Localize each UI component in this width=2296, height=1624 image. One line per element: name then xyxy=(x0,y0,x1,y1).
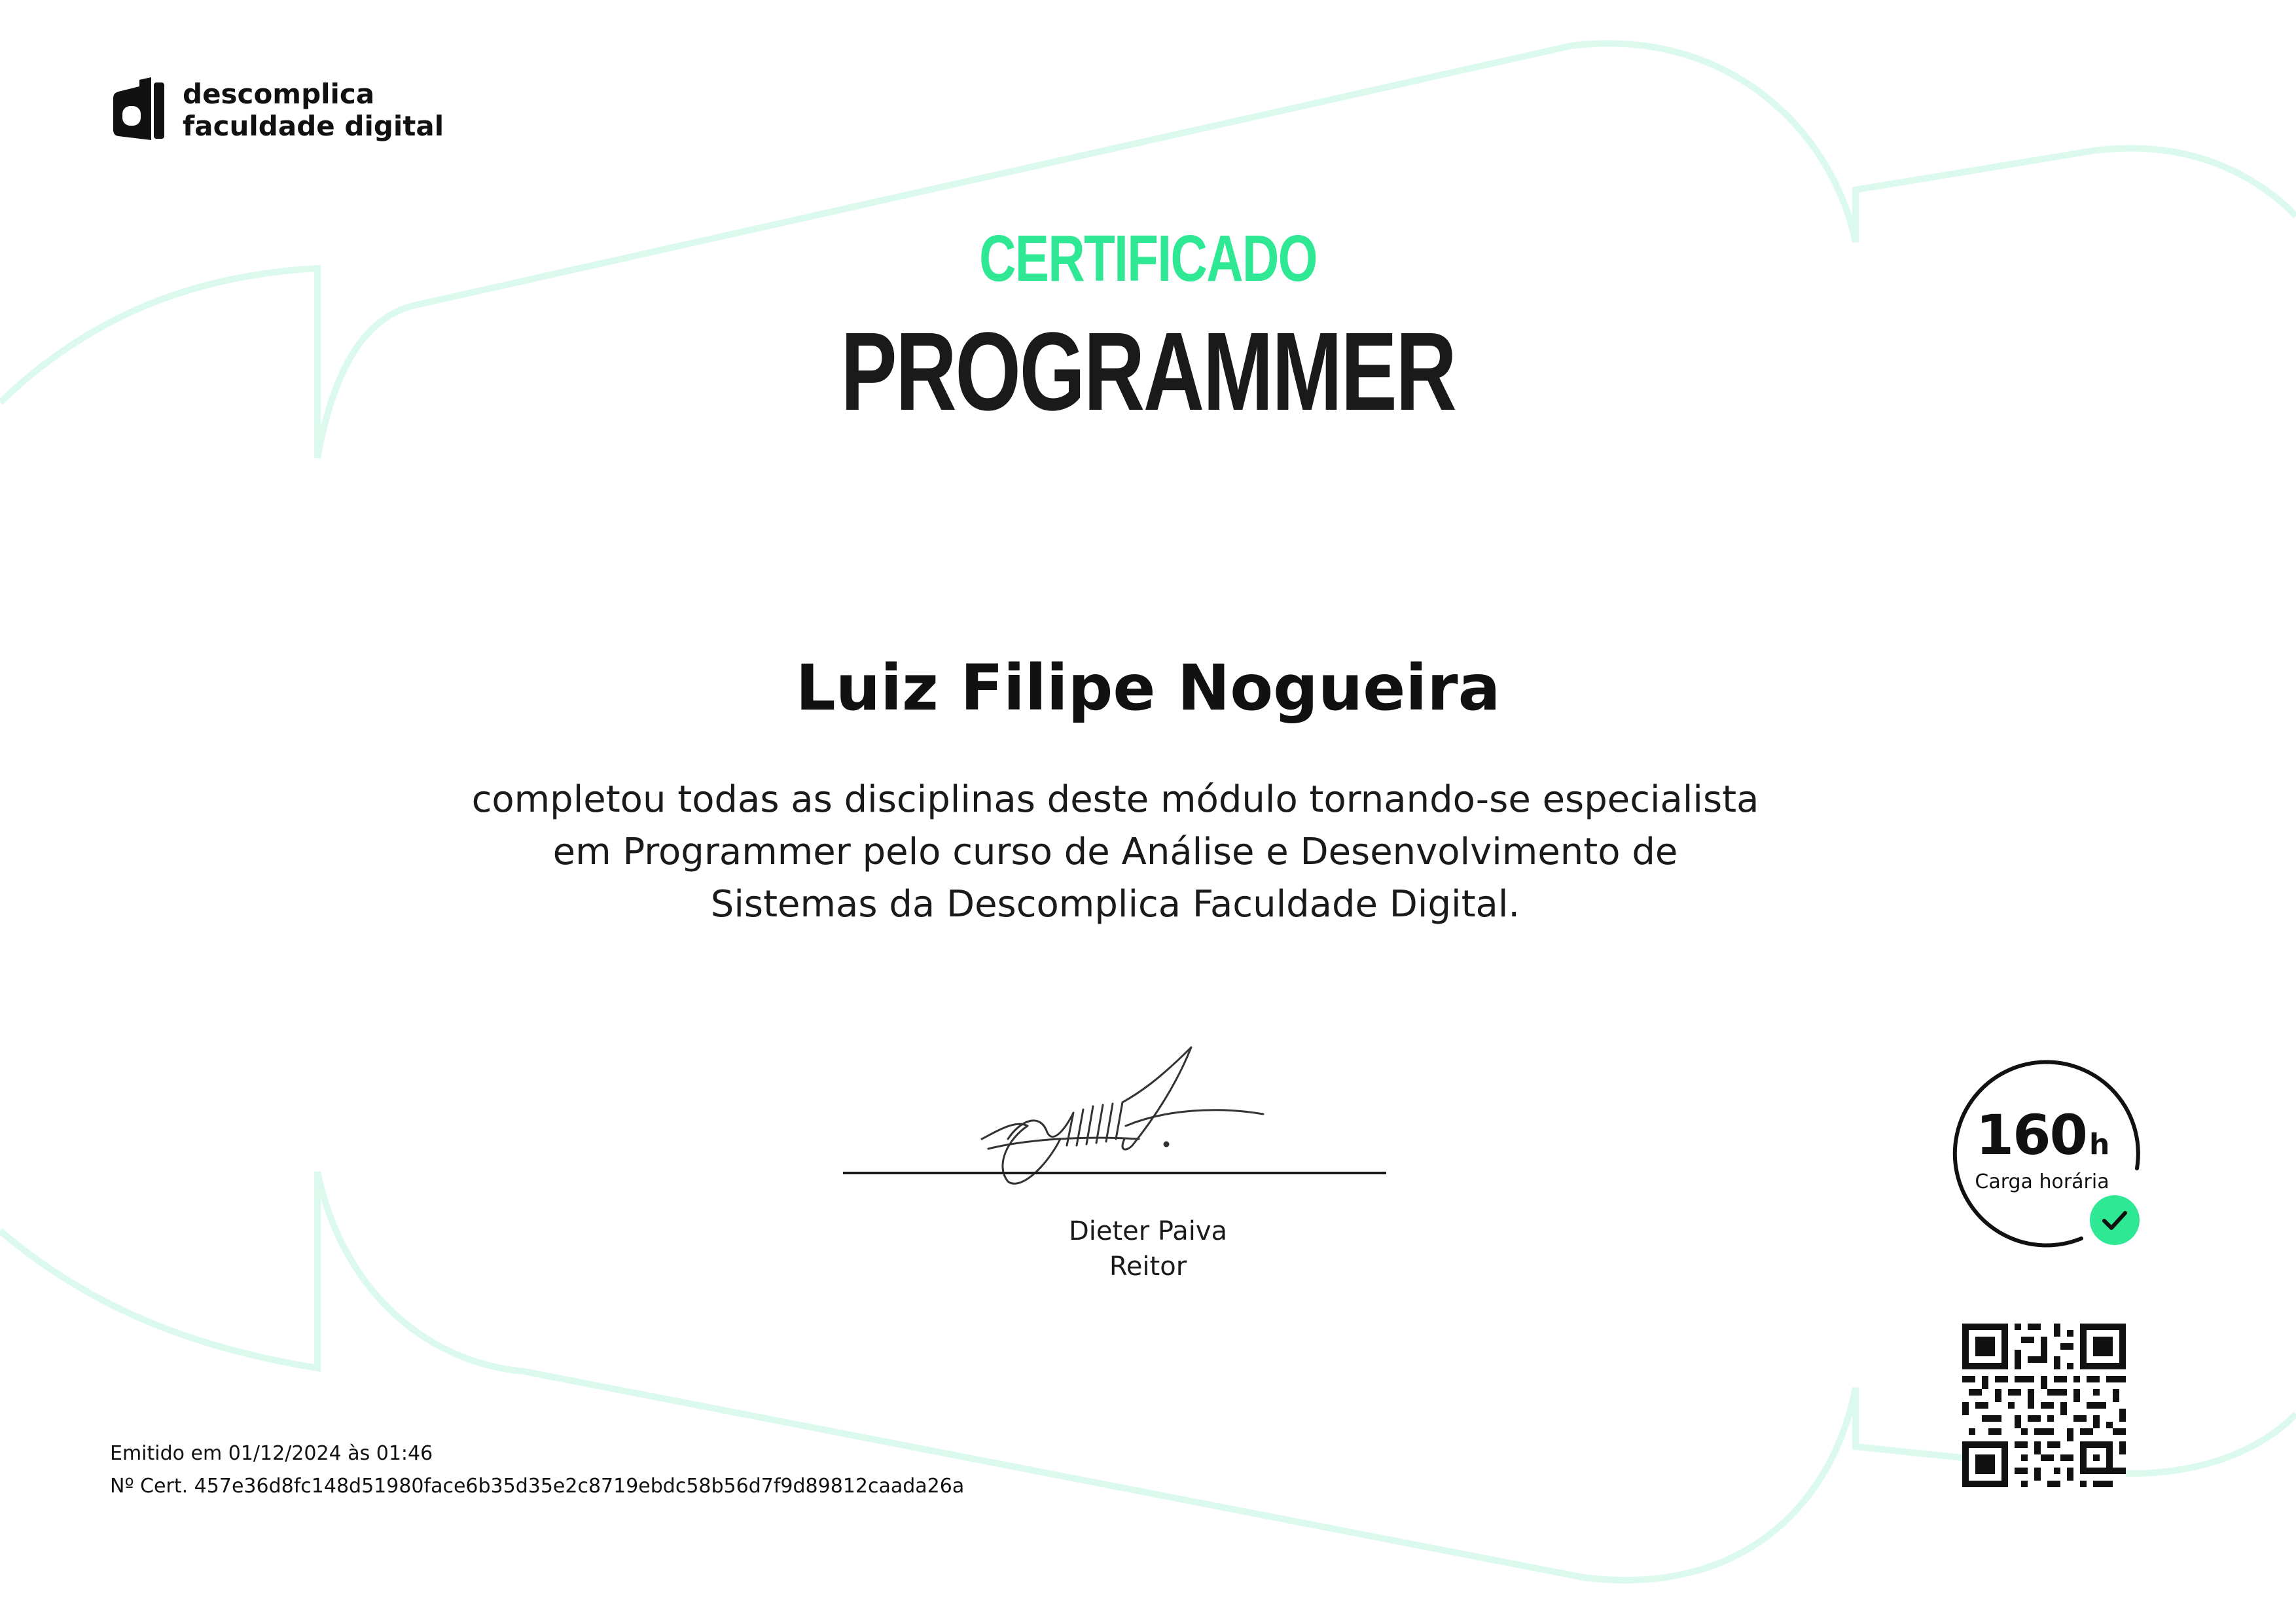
description-line: completou todas as disciplinas deste módulo tornando-se especialista xyxy=(471,778,1759,821)
certificate-number: Nº Cert. 457e36d8fc148d51980face6b35d35e2c8719ebdc58b56d7f9d89812caada26a xyxy=(110,1475,965,1498)
certificate-description xyxy=(393,774,1838,931)
course-title: PROGRAMMER xyxy=(840,310,1456,434)
hours-label: Carga horária xyxy=(1975,1170,2109,1193)
issued-date: Emitido em 01/12/2024 às 01:46 xyxy=(110,1442,433,1465)
signer-title: Reitor xyxy=(1109,1252,1187,1282)
signer-name: Dieter Paiva xyxy=(1068,1216,1228,1246)
hours-badge xyxy=(1947,1054,2144,1250)
qr-code-icon xyxy=(1962,1324,2126,1487)
descomplica-d-logo-icon xyxy=(108,77,168,143)
descomplica-logo xyxy=(108,77,444,143)
logo-text-line1: descomplica xyxy=(183,78,375,110)
check-icon xyxy=(2090,1195,2140,1245)
certificate-label: CERTIFICADO xyxy=(979,222,1317,295)
student-name: Luiz Filipe Nogueira xyxy=(795,651,1501,725)
description-line: Sistemas da Descomplica Faculdade Digital. xyxy=(710,883,1520,926)
signature-line xyxy=(843,1172,1386,1174)
hours-unit: h xyxy=(2089,1128,2109,1161)
description-line: em Programmer pelo curso de Análise e Desenvolvimento de xyxy=(552,831,1678,873)
logo-text-line2: faculdade digital xyxy=(183,110,444,142)
hours-value: 160h xyxy=(1975,1103,2109,1167)
signature-image xyxy=(969,1041,1270,1198)
